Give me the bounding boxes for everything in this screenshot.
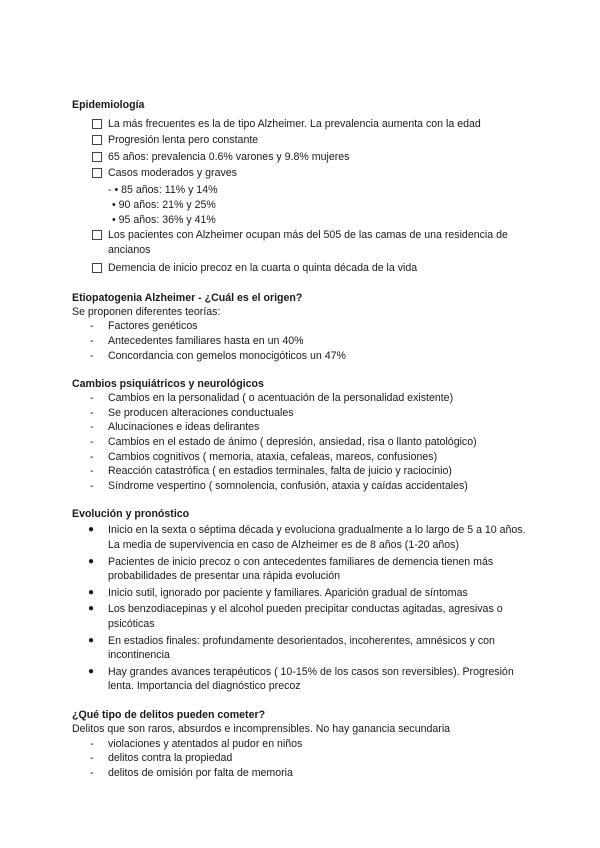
list-item-text: violaciones y atentados al pudor en niños [108, 737, 303, 750]
bullet-icon: ● [88, 524, 95, 536]
dash-marker: - [90, 335, 94, 348]
checklist-item[interactable] [72, 150, 532, 165]
dash-marker: - [90, 349, 94, 362]
section-epidemiology [72, 98, 532, 277]
age-prevalence-list [72, 183, 532, 228]
dash-marker: - [90, 421, 94, 434]
dash-marker: - [90, 320, 94, 333]
checkbox-icon[interactable] [92, 152, 102, 162]
list-item [72, 751, 532, 766]
bullet-icon: ● [88, 555, 95, 567]
list-item-text: Pacientes de inicio precoz o con antecedentes familiares de demencia tienen más probabilidades de presentar una rápida evolución [108, 555, 494, 583]
list-item-text: delitos contra la propiedad [108, 752, 233, 765]
checklist-item-text: Progresión lenta pero constante [108, 134, 259, 147]
list-item-text: Concordancia con gemelos monocigóticos un 47% [108, 349, 346, 362]
dash-marker: - [90, 752, 94, 765]
list-item-text: Hay grandes avances terapéuticos ( 10-15% de los casos son reversibles). Progresión lenta. Importancia del diagnóstico precoz [108, 665, 514, 693]
list-item [72, 737, 532, 752]
checklist-item-text: Demencia de inicio precoz en la cuarta o quinta década de la vida [108, 262, 418, 275]
list-item-text: Los benzodiacepinas y el alcohol pueden precipitar conductas agitadas, agresivas o psicóticas [108, 603, 503, 630]
checklist-item[interactable] [72, 133, 532, 148]
section-title-changes: Cambios psiquiátricos y neurológicos [72, 378, 264, 391]
list-item [72, 602, 532, 631]
list-item-text: Síndrome vespertino ( somnolencia, confusión, ataxia y caídas accidentales) [108, 479, 468, 492]
bullet-icon: ● [88, 603, 95, 615]
age-prevalence-item: - • 85 años: 11% y 14% [108, 183, 218, 196]
checklist-epidemiology [72, 117, 532, 277]
list-item [72, 334, 532, 349]
dash-marker: - [90, 766, 94, 779]
list-item [72, 420, 532, 435]
dash-marker: - [90, 479, 94, 492]
checklist-item-text: 65 años: prevalencia 0.6% varones y 9.8% mujeres [108, 150, 350, 163]
list-item [72, 391, 532, 406]
list-item [72, 435, 532, 450]
section-title-evolution: Evolución y pronóstico [72, 508, 190, 521]
section-intro: Delitos que son raros, absurdos e incomprensibles. No hay ganancia secundaria [72, 722, 451, 735]
section-title-etiopathogenesis: Etiopatogenia Alzheimer - ¿Cuál es el origen? [72, 291, 303, 304]
list-item-text: Cambios en la personalidad ( o acentuación de la personalidad existente) [108, 392, 454, 405]
list-item [72, 479, 532, 494]
list-item-text: Reacción catastrófica ( en estadios terminales, falta de juicio y raciocinio) [108, 465, 452, 478]
dash-marker: - [90, 436, 94, 448]
list-item [72, 464, 532, 479]
checkbox-icon[interactable] [92, 135, 102, 145]
list-item-text: Antecedentes familiares hasta en un 40% [108, 335, 304, 348]
checklist-item-text: Los pacientes con Alzheimer ocupan más del 505 de las camas de una residencia de ancianos [108, 228, 508, 257]
bullet-icon: ● [88, 586, 95, 598]
list-item-text: Inicio en la sexta o séptima década y evoluciona gradualmente a lo largo de 5 a 10 años. La media de supervivencia en caso de Alzheimer es de 8 años (1-20 años) [108, 524, 526, 551]
document-page [72, 98, 532, 780]
list-item-text: Cambios en el estado de ánimo ( depresión, ansiedad, risa o llanto patológico) [108, 436, 477, 448]
checklist-item[interactable] [72, 261, 532, 276]
list-item [72, 406, 532, 421]
list-item-text: Cambios cognitivos ( memoria, ataxia, cefaleas, mareos, confusiones) [108, 450, 438, 463]
dash-marker: - [90, 392, 94, 405]
bullet-icon: ● [88, 634, 95, 646]
list-item-text: Inicio sutil, ignorado por paciente y familiares. Aparición gradual de síntomas [108, 586, 468, 599]
section-title-epidemiology: Epidemiología [72, 99, 145, 111]
checklist-item[interactable] [72, 117, 532, 132]
section-title-crimes: ¿Qué tipo de delitos pueden cometer? [72, 708, 266, 721]
checklist-item-text: Casos moderados y graves [108, 167, 237, 180]
dash-marker: - [90, 406, 94, 419]
dash-marker: - [90, 737, 94, 750]
list-item [72, 523, 532, 552]
list-item [72, 766, 532, 781]
list-item [72, 450, 532, 465]
list-item-text: delitos de omisión por falta de memoria [108, 766, 293, 779]
age-prevalence-item: • 90 años: 21% y 25% [112, 198, 216, 211]
list-item-text: Se producen alteraciones conductuales [108, 406, 294, 419]
checkbox-icon[interactable] [92, 230, 102, 240]
list-item-text: Factores genéticos [108, 320, 198, 333]
section-etiopathogenesis [72, 291, 532, 363]
checklist-item-text: La más frecuentes es la de tipo Alzheimer. La prevalencia aumenta con la edad [108, 118, 481, 130]
age-prevalence-item: • 95 años: 36% y 41% [112, 213, 216, 226]
section-crimes [72, 708, 532, 780]
list-item-text: Alucinaciones e ideas delirantes [108, 421, 260, 434]
section-intro: Se proponen diferentes teorías: [72, 305, 221, 318]
checklist-item[interactable] [72, 228, 532, 259]
section-evolution [72, 507, 532, 694]
checkbox-icon[interactable] [92, 263, 102, 273]
list-item [72, 665, 532, 694]
list-item [72, 634, 532, 663]
list-item [72, 349, 532, 364]
checkbox-icon[interactable] [92, 119, 102, 129]
bullet-icon: ● [88, 665, 95, 677]
checkbox-icon[interactable] [92, 168, 102, 178]
list-item-text: En estadios finales: profundamente desorientados, incoherentes, amnésicos y con incontinencia [108, 634, 495, 662]
checklist-item[interactable] [72, 166, 532, 181]
list-item [72, 319, 532, 334]
section-changes [72, 377, 532, 493]
dash-marker: - [90, 450, 94, 463]
dash-marker: - [90, 465, 94, 478]
list-item [72, 586, 532, 601]
list-item [72, 555, 532, 584]
